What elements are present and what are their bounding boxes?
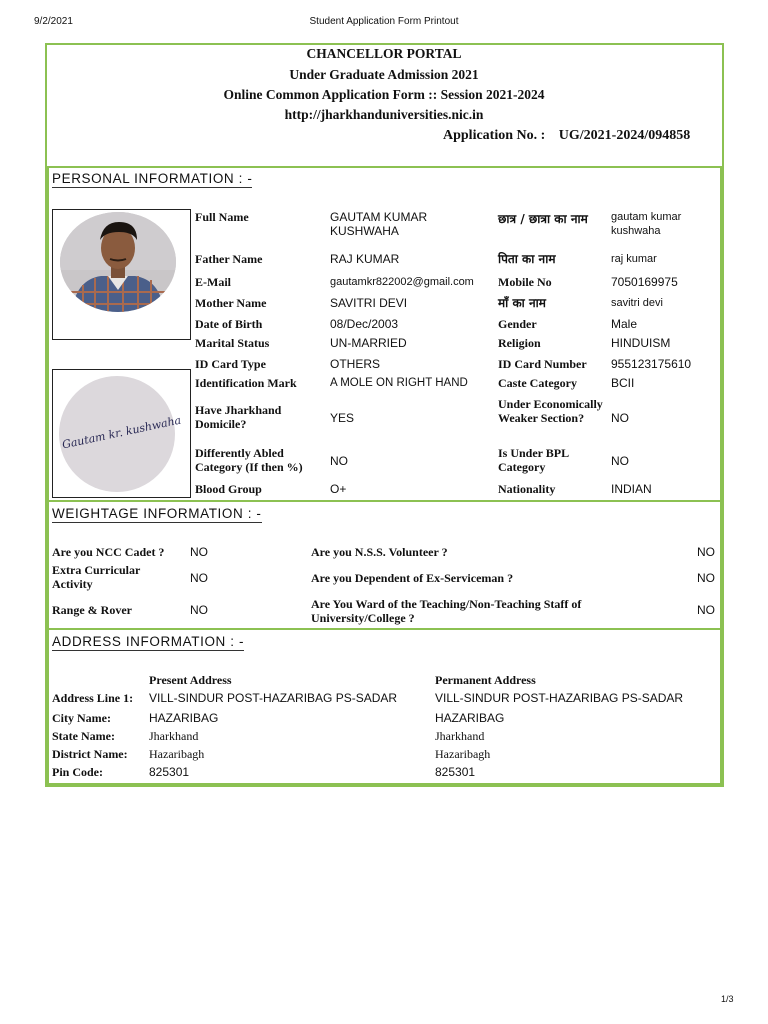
- nss-label: Are you N.S.S. Volunteer ?: [311, 545, 448, 559]
- father-name-value: RAJ KUMAR: [330, 252, 400, 266]
- differently-abled-value: NO: [330, 454, 348, 468]
- present-pin: 825301: [149, 765, 190, 779]
- ncc-label: Are you NCC Cadet ?: [52, 545, 165, 559]
- student-photo: [53, 210, 190, 339]
- father-hindi-label: पिता का नाम: [498, 252, 556, 266]
- differently-abled-label: Differently Abled Category (If then %): [195, 446, 303, 474]
- identification-mark-label: Identification Mark: [195, 376, 297, 390]
- identification-mark-value: A MOLE ON RIGHT HAND: [330, 377, 468, 389]
- ex-serviceman-value: NO: [697, 571, 715, 585]
- domicile-label: Have Jharkhand Domicile?: [195, 403, 282, 431]
- email-label: E-Mail: [195, 275, 231, 289]
- staff-ward-value: NO: [697, 603, 715, 617]
- id-card-type-label: ID Card Type: [195, 357, 266, 371]
- domicile-value: YES: [330, 411, 355, 425]
- pin-code-label: Pin Code:: [52, 765, 103, 779]
- blood-group-label: Blood Group: [195, 482, 262, 496]
- permanent-state: Jharkhand: [435, 729, 485, 743]
- full-name-value: GAUTAM KUMAR KUSHWAHA: [330, 210, 428, 238]
- gender-value: Male: [611, 317, 638, 331]
- dob-label: Date of Birth: [195, 317, 263, 331]
- caste-category-label: Caste Category: [498, 376, 577, 390]
- staff-ward-label: Are You Ward of the Teaching/Non-Teaching Staff of University/College ?: [311, 597, 582, 625]
- present-district: Hazaribagh: [149, 747, 205, 761]
- page-number: 1/3: [721, 994, 734, 1004]
- print-date: 9/2/2021: [34, 16, 73, 27]
- extra-curricular-label: Extra Curricular Activity: [52, 563, 141, 591]
- mother-name-value: SAVITRI DEVI: [330, 296, 408, 310]
- mother-hindi-label: माँ का नाम: [498, 296, 546, 310]
- address-line1-label: Address Line 1:: [52, 691, 134, 705]
- range-rover-label: Range & Rover: [52, 603, 132, 617]
- city-name-label: City Name:: [52, 711, 111, 725]
- nationality-label: Nationality: [498, 482, 556, 496]
- present-state: Jharkhand: [149, 729, 199, 743]
- permanent-address-line1: VILL-SINDUR POST-HAZARIBAG PS-SADAR: [435, 691, 684, 705]
- personal-section-title: PERSONAL INFORMATION : -: [52, 171, 253, 186]
- gender-label: Gender: [498, 317, 537, 331]
- permanent-city: HAZARIBAG: [435, 711, 505, 725]
- email-value: gautamkr822002@gmail.com: [330, 276, 474, 288]
- photo-frame: [52, 209, 191, 340]
- id-card-number-label: ID Card Number: [498, 357, 587, 371]
- name-hindi-value: gautam kumar kushwaha: [611, 211, 682, 237]
- id-card-type-value: OTHERS: [330, 357, 381, 371]
- dob-value: 08/Dec/2003: [330, 317, 399, 331]
- mother-name-label: Mother Name: [195, 296, 267, 310]
- present-address-line1: VILL-SINDUR POST-HAZARIBAG PS-SADAR: [149, 691, 398, 705]
- ews-label: Under Economically Weaker Section?: [498, 397, 603, 425]
- present-address-header: Present Address: [149, 673, 232, 687]
- ncc-value: NO: [190, 545, 208, 559]
- present-city: HAZARIBAG: [149, 711, 219, 725]
- name-hindi-label: छात्र / छात्रा का नाम: [498, 212, 588, 226]
- permanent-pin: 825301: [435, 765, 476, 779]
- address-section: [47, 628, 722, 785]
- application-number-label: Application No. :: [443, 128, 546, 143]
- nss-value: NO: [697, 545, 715, 559]
- mobile-label: Mobile No: [498, 275, 552, 289]
- bpl-label: Is Under BPL Category: [498, 446, 569, 474]
- ews-value: NO: [611, 411, 629, 425]
- admission-title: Under Graduate Admission 2021: [289, 67, 479, 82]
- nationality-value: INDIAN: [611, 482, 652, 496]
- religion-label: Religion: [498, 336, 541, 350]
- permanent-district: Hazaribagh: [435, 747, 491, 761]
- portal-title: CHANCELLOR PORTAL: [306, 46, 462, 61]
- range-rover-value: NO: [190, 603, 208, 617]
- bpl-value: NO: [611, 454, 629, 468]
- signature-frame: [52, 369, 191, 498]
- address-section-title: ADDRESS INFORMATION : -: [52, 634, 245, 649]
- signature-text: Gautam kr. kushwaha: [60, 413, 183, 452]
- full-name-label: Full Name: [195, 210, 249, 224]
- form-title: Online Common Application Form :: Session 2021-2024: [223, 87, 545, 102]
- portal-url: http://jharkhanduniversities.nic.in: [284, 107, 484, 122]
- marital-status-label: Marital Status: [195, 336, 270, 350]
- id-card-number-value: 955123175610: [611, 357, 692, 371]
- mobile-value: 7050169975: [611, 275, 678, 289]
- caste-category-value: BCII: [611, 376, 635, 390]
- district-name-label: District Name:: [52, 747, 128, 761]
- state-name-label: State Name:: [52, 729, 115, 743]
- application-number: [443, 128, 690, 144]
- permanent-address-header: Permanent Address: [435, 673, 536, 687]
- extra-curricular-value: NO: [190, 571, 208, 585]
- ex-serviceman-label: Are you Dependent of Ex-Serviceman ?: [311, 571, 514, 585]
- application-number-value: UG/2021-2024/094858: [558, 128, 691, 143]
- print-title: Student Application Form Printout: [309, 16, 459, 27]
- father-hindi-value: raj kumar: [611, 253, 657, 265]
- marital-status-value: UN-MARRIED: [330, 336, 407, 350]
- father-name-label: Father Name: [195, 252, 263, 266]
- blood-group-value: O+: [330, 482, 347, 496]
- mother-hindi-value: savitri devi: [611, 297, 663, 309]
- weightage-section-title: WEIGHTAGE INFORMATION : -: [52, 506, 262, 521]
- religion-value: HINDUISM: [611, 336, 671, 350]
